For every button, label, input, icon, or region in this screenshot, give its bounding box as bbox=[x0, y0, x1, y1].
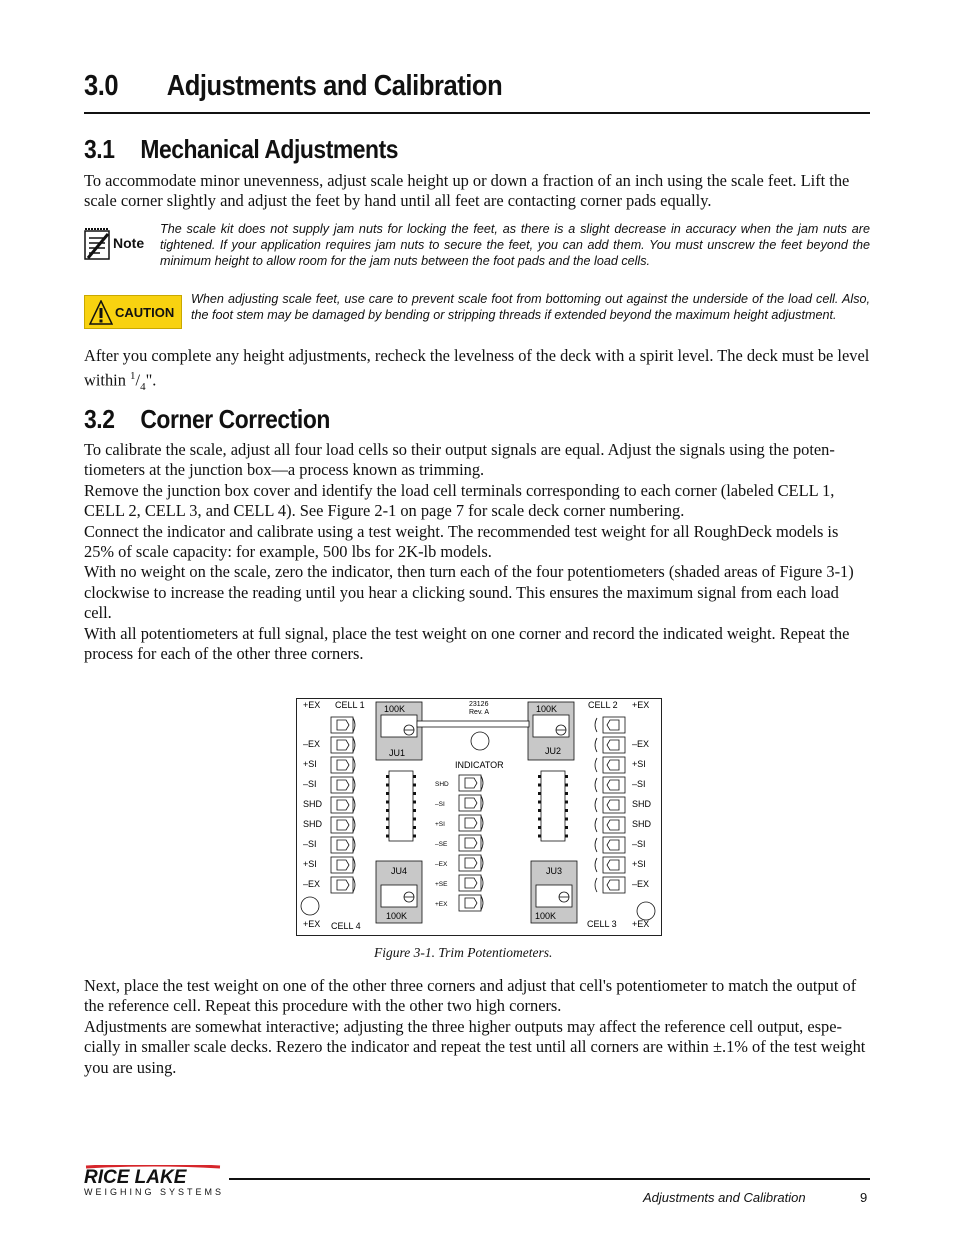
ic-pin bbox=[565, 801, 568, 804]
ex-label-bottom-left: +EX bbox=[303, 919, 321, 929]
ic-pin bbox=[565, 775, 568, 778]
terminal-right bbox=[595, 777, 625, 793]
terminal-indicator bbox=[459, 815, 483, 831]
ic-pin bbox=[386, 792, 389, 795]
footer-rule bbox=[229, 1178, 870, 1180]
terminal-left bbox=[331, 737, 355, 753]
ic-pin bbox=[386, 818, 389, 821]
pin-label-indicator: SHD bbox=[435, 781, 449, 788]
terminal-indicator bbox=[459, 795, 483, 811]
ex-label-bottom-right: +EX bbox=[632, 919, 650, 929]
trim-potentiometer-diagram bbox=[296, 698, 662, 936]
board-rev: Rev. A bbox=[469, 709, 490, 716]
terminal-indicator bbox=[459, 775, 483, 791]
terminal-left bbox=[331, 857, 355, 873]
ic-pin bbox=[538, 826, 541, 829]
note-label: Note bbox=[113, 235, 145, 251]
ic-pin bbox=[413, 801, 416, 804]
terminal-indicator bbox=[459, 855, 483, 871]
terminal-right bbox=[595, 797, 625, 813]
fraction-denominator: 4 bbox=[140, 381, 146, 394]
paragraph-text: Next, place the test weight on one of the other three corners and adjust that cell's potentiometer to match the output of the reference cell. Repeat this procedure with the other two high corners. bbox=[84, 976, 857, 1016]
terminal-indicator bbox=[459, 875, 483, 891]
ex-label-top-right: +EX bbox=[632, 700, 650, 710]
terminal-indicator bbox=[459, 835, 483, 851]
terminal-left bbox=[331, 797, 355, 813]
terminal-right bbox=[595, 737, 625, 753]
terminal-left bbox=[331, 757, 355, 773]
ic-pin bbox=[413, 835, 416, 838]
paragraph-text: To calibrate the scale, adjust all four load cells so their output signals are equal. Adjust the signals using the poten-tiometers at the junction box—a process known as trimming. bbox=[84, 440, 835, 480]
mounting-hole bbox=[637, 902, 655, 920]
paragraph-text: Connect the indicator and calibrate using a test weight. The recommended test weight for all RoughDeck models is 25% of scale capacity: for example, 500 lbs for 2K-lb models. bbox=[84, 521, 839, 562]
ic-pin bbox=[565, 792, 568, 795]
ic-pin bbox=[538, 775, 541, 778]
pin-label-indicator: +SI bbox=[435, 821, 445, 828]
rice-lake-logo bbox=[84, 1167, 224, 1201]
paragraph-text: Remove the junction box cover and identify the load cell terminals corresponding to each corner (labeled CELL 1, CELL 2, CELL 3, and CELL 4). See Figure 2-1 on page 7 for scale deck corner numbering. bbox=[84, 480, 835, 521]
figure-caption: Figure 3-1. Trim Potentiometers. bbox=[374, 945, 553, 960]
ic-pin bbox=[386, 826, 389, 829]
ic-pin bbox=[565, 826, 568, 829]
brand-name: RICE LAKE bbox=[84, 1167, 187, 1187]
jumper-label-ju4: JU4 bbox=[391, 866, 408, 876]
ic-pin bbox=[538, 784, 541, 787]
pot-value-ju3: 100K bbox=[535, 911, 557, 921]
terminal-left bbox=[331, 837, 355, 853]
ic-pin bbox=[386, 835, 389, 838]
pin-label-left: –SI bbox=[303, 779, 317, 789]
ic-pin bbox=[386, 775, 389, 778]
jumper-label-ju3: JU3 bbox=[546, 866, 563, 876]
terminal-left bbox=[331, 877, 355, 893]
jumper-label-ju2: JU2 bbox=[545, 746, 562, 756]
paragraph-text-part: ". bbox=[145, 370, 157, 390]
terminal-left bbox=[331, 817, 355, 833]
ic-pin bbox=[538, 818, 541, 821]
section-heading-main bbox=[84, 70, 776, 103]
pin-label-left: +SI bbox=[303, 759, 317, 769]
mounting-hole bbox=[301, 897, 319, 915]
pin-label-right: SHD bbox=[632, 799, 652, 809]
heading-rule bbox=[84, 112, 870, 114]
page-number: 9 bbox=[860, 1190, 868, 1205]
footer-title: Adjustments and Calibration bbox=[643, 1190, 806, 1205]
section-title: Corner Correction bbox=[140, 404, 330, 434]
note-icon bbox=[84, 228, 152, 262]
pin-label-right: –EX bbox=[632, 879, 650, 889]
pin-label-indicator: +SE bbox=[435, 881, 448, 888]
caution-label: CAUTION bbox=[115, 305, 175, 320]
ic-chip-left bbox=[389, 771, 413, 841]
paragraph-text: With all potentiometers at full signal, place the test weight on one corner and record the indicated weight. Repeat the process for each of the other three corners. bbox=[84, 623, 850, 664]
paragraph-group bbox=[84, 440, 870, 664]
ic-pin bbox=[413, 792, 416, 795]
caution-text: When adjusting scale feet, use care to prevent scale foot from bottoming out against the underside of the load cell. Also, the foot stem may be damaged by bending or stripping threads if extended beyond the maximum height adjustment. bbox=[191, 292, 870, 322]
terminal-left bbox=[331, 717, 355, 733]
indicator-label: INDICATOR bbox=[455, 760, 504, 770]
terminal-left bbox=[331, 777, 355, 793]
ic-pin bbox=[565, 809, 568, 812]
mounting-hole bbox=[471, 732, 489, 750]
terminal-indicator bbox=[459, 895, 483, 911]
pin-label-right: +SI bbox=[632, 759, 646, 769]
cell-3-label: CELL 3 bbox=[587, 919, 617, 929]
ex-label-top-left: +EX bbox=[303, 700, 321, 710]
cell-4-label: CELL 4 bbox=[331, 921, 361, 931]
ic-pin bbox=[386, 801, 389, 804]
pin-label-indicator: +EX bbox=[435, 901, 448, 908]
pin-label-left: –SI bbox=[303, 839, 317, 849]
paragraph-group bbox=[84, 976, 870, 1078]
pin-label-right: –EX bbox=[632, 739, 650, 749]
section-number: 3.2 bbox=[84, 404, 115, 434]
pin-label-left: –EX bbox=[303, 879, 321, 889]
pin-label-right: –SI bbox=[632, 779, 646, 789]
paragraph bbox=[84, 171, 870, 212]
ic-pin bbox=[538, 801, 541, 804]
section-title: Adjustments and Calibration bbox=[166, 70, 503, 102]
ic-pin bbox=[538, 809, 541, 812]
board-slot bbox=[417, 721, 529, 727]
caution-badge bbox=[84, 295, 182, 329]
terminal-right bbox=[595, 757, 625, 773]
pin-label-right: –SI bbox=[632, 839, 646, 849]
brand-subtitle: WEIGHING SYSTEMS bbox=[84, 1187, 225, 1197]
ic-pin bbox=[565, 835, 568, 838]
ic-chip-right bbox=[541, 771, 565, 841]
section-heading-3-1 bbox=[84, 134, 398, 165]
paragraph-text: To accommodate minor unevenness, adjust scale height up or down a fraction of an inch using the scale feet. Lift the scale corner slightly and adjust the feet by hand until all feet are contacting corner pads equally. bbox=[84, 171, 850, 211]
pot-value-ju2: 100K bbox=[536, 704, 558, 714]
pin-label-left: SHD bbox=[303, 799, 323, 809]
cell-1-label: CELL 1 bbox=[335, 700, 365, 710]
board-id: 23126 bbox=[469, 701, 489, 708]
terminal-right bbox=[595, 717, 625, 733]
paragraph-text: With no weight on the scale, zero the indicator, then turn each of the four potentiometers (shaded areas of Figure 3-1) clockwise to increase the reading until you hear a clicking sound. This ensures the maximum signal from each load cell. bbox=[84, 562, 854, 623]
pot-value-ju1: 100K bbox=[384, 704, 406, 714]
section-heading-3-2 bbox=[84, 404, 330, 435]
ic-pin bbox=[386, 809, 389, 812]
paragraph-text: Adjustments are somewhat interactive; adjusting the three higher outputs may affect the reference cell output, espe-cially in smaller scale decks. Rezero the indicator and repeat the test until all corners are within ±.1% of the test weight you are using. bbox=[84, 1016, 866, 1077]
section-number: 3.0 bbox=[84, 70, 119, 102]
jumper-label-ju1: JU1 bbox=[389, 748, 406, 758]
terminal-right bbox=[595, 837, 625, 853]
pin-label-left: +SI bbox=[303, 859, 317, 869]
ic-pin bbox=[538, 835, 541, 838]
ic-pin bbox=[538, 792, 541, 795]
pin-label-left: –EX bbox=[303, 739, 321, 749]
section-title: Mechanical Adjustments bbox=[140, 134, 399, 164]
ic-pin bbox=[413, 818, 416, 821]
fraction-numerator: 1 bbox=[130, 370, 136, 383]
note-text: The scale kit does not supply jam nuts for locking the feet, as there is a slight decrease in accuracy when the jam nuts are tightened. If your application requires jam nuts to secure the feet, you can add them. You must unscrew the feet beyond the minimum height to allow room for the jam nuts between the foot pads and the load cells. bbox=[160, 222, 870, 268]
ic-pin bbox=[413, 809, 416, 812]
section-number: 3.1 bbox=[84, 134, 115, 164]
ic-pin bbox=[386, 784, 389, 787]
ic-pin bbox=[413, 826, 416, 829]
ic-pin bbox=[413, 775, 416, 778]
ic-pin bbox=[565, 784, 568, 787]
ic-pin bbox=[413, 784, 416, 787]
cell-2-label: CELL 2 bbox=[588, 700, 618, 710]
paragraph-text: After you complete any height adjustments, recheck the levelness of the deck with a spirit level. The deck must be level within $^1/_4$". bbox=[84, 346, 870, 394]
pin-label-indicator: –EX bbox=[435, 861, 448, 868]
terminal-right bbox=[595, 817, 625, 833]
pot-value-ju4: 100K bbox=[386, 911, 408, 921]
ic-pin bbox=[565, 818, 568, 821]
terminal-right bbox=[595, 857, 625, 873]
paragraph-text-part: After you complete any height adjustments, recheck the levelness of the deck with a spirit level. The deck must be level within bbox=[84, 346, 870, 390]
pin-label-right: +SI bbox=[632, 859, 646, 869]
pin-label-indicator: –SE bbox=[435, 841, 448, 848]
pin-label-left: SHD bbox=[303, 819, 323, 829]
warning-icon bbox=[89, 300, 113, 326]
pin-label-indicator: –SI bbox=[435, 801, 445, 808]
pin-label-right: SHD bbox=[632, 819, 652, 829]
terminal-right bbox=[595, 877, 625, 893]
paragraph bbox=[84, 346, 870, 398]
